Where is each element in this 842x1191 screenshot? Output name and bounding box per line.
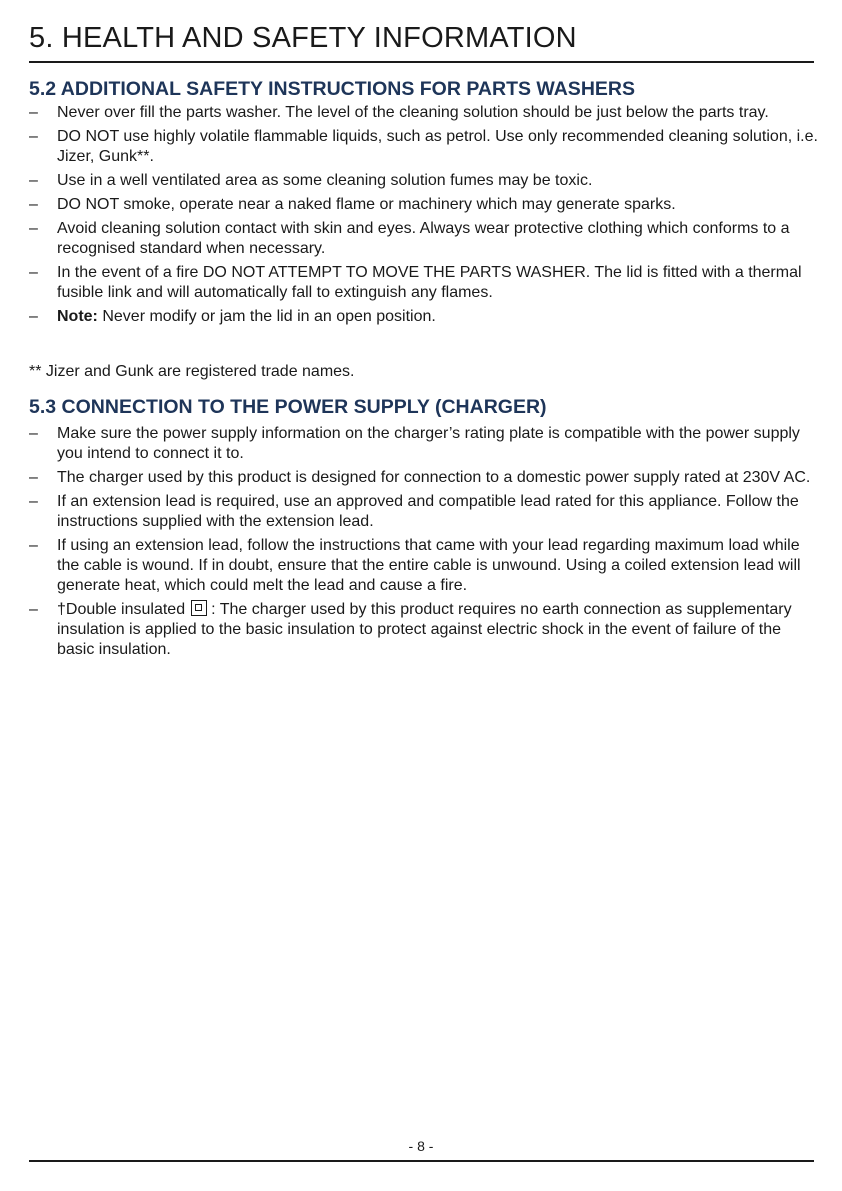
- list-item-text: The charger used by this product is designed for connection to a domestic power supply rated at 230V AC.: [57, 469, 811, 486]
- list-item-text: If using an extension lead, follow the instructions that came with your lead regarding maximum load while the cable is wound. If in doubt, ensure that the entire cable is unwound. Using a coiled extension lead will generate heat, which could melt the lead and cause a fire.: [57, 537, 801, 594]
- bullet-dash: –: [29, 264, 38, 281]
- note-label: Note:: [57, 308, 98, 325]
- bullet-dash: –: [29, 104, 38, 121]
- bullet-dash: –: [29, 128, 38, 145]
- bullet-dash: –: [29, 493, 38, 510]
- bullet-dash: –: [29, 469, 38, 486]
- bullet-list: [29, 103, 819, 327]
- list-item-text: Use in a well ventilated area as some cleaning solution fumes may be toxic.: [57, 172, 593, 189]
- section-heading: 5.3 CONNECTION TO THE POWER SUPPLY (CHARGER): [29, 396, 547, 418]
- list-item: [29, 424, 819, 464]
- page-number: - 8 -: [408, 1138, 434, 1154]
- list-item-text: Never over fill the parts washer. The level of the cleaning solution should be just below the parts tray.: [57, 104, 769, 121]
- bullet-dash: –: [29, 196, 38, 213]
- list-item: [29, 468, 819, 488]
- list-item: [29, 492, 819, 532]
- list-item-note: [29, 307, 819, 327]
- list-item: [29, 103, 819, 123]
- list-item-text: Avoid cleaning solution contact with skin and eyes. Always wear protective clothing which conforms to a recognised standard when necessary.: [57, 220, 790, 257]
- double-insulated-text: : The charger used by this product requires no earth connection as supplementary insulation is applied to the basic insulation to protect against electric shock in the event of failure of the basic insulation.: [57, 601, 792, 658]
- footer-divider: [29, 1160, 814, 1162]
- double-insulated-icon: [191, 600, 207, 616]
- section-power-supply-connection: [29, 396, 819, 664]
- trademark-footnote: ** Jizer and Gunk are registered trade names.: [29, 363, 355, 380]
- list-item-text: Make sure the power supply information on the charger’s rating plate is compatible with the power supply you intend to connect it to.: [57, 425, 800, 462]
- bullet-dash: –: [29, 220, 38, 237]
- bullet-dash: –: [29, 425, 38, 442]
- list-item-text: If an extension lead is required, use an approved and compatible lead rated for this appliance. Follow the instructions supplied with the extension lead.: [57, 493, 799, 530]
- section-heading: 5.2 ADDITIONAL SAFETY INSTRUCTIONS FOR PARTS WASHERS: [29, 78, 635, 100]
- section-additional-safety-instructions: [29, 78, 819, 331]
- list-item-text: In the event of a fire DO NOT ATTEMPT TO MOVE THE PARTS WASHER. The lid is fitted with a thermal fusible link and will automatically fall to extinguish any flames.: [57, 264, 802, 301]
- note-text: Never modify or jam the lid in an open position.: [97, 308, 436, 325]
- list-item: [29, 263, 819, 303]
- bullet-dash: –: [29, 308, 38, 325]
- bullet-dash: –: [29, 601, 38, 618]
- list-item: [29, 171, 819, 191]
- title-divider: [29, 61, 814, 63]
- list-item: [29, 219, 819, 259]
- bullet-dash: –: [29, 537, 38, 554]
- page-title: 5. HEALTH AND SAFETY INFORMATION: [29, 22, 577, 54]
- list-item: [29, 536, 819, 596]
- list-item: [29, 127, 819, 167]
- list-item-double-insulated: [29, 600, 819, 660]
- bullet-dash: –: [29, 172, 38, 189]
- list-item-text: DO NOT use highly volatile flammable liquids, such as petrol. Use only recommended cleaning solution, i.e. Jizer, Gunk**.: [57, 128, 818, 165]
- list-item-text: DO NOT smoke, operate near a naked flame or machinery which may generate sparks.: [57, 196, 676, 213]
- bullet-list: [29, 424, 819, 660]
- list-item: [29, 195, 819, 215]
- double-insulated-prefix: †Double insulated: [57, 601, 186, 618]
